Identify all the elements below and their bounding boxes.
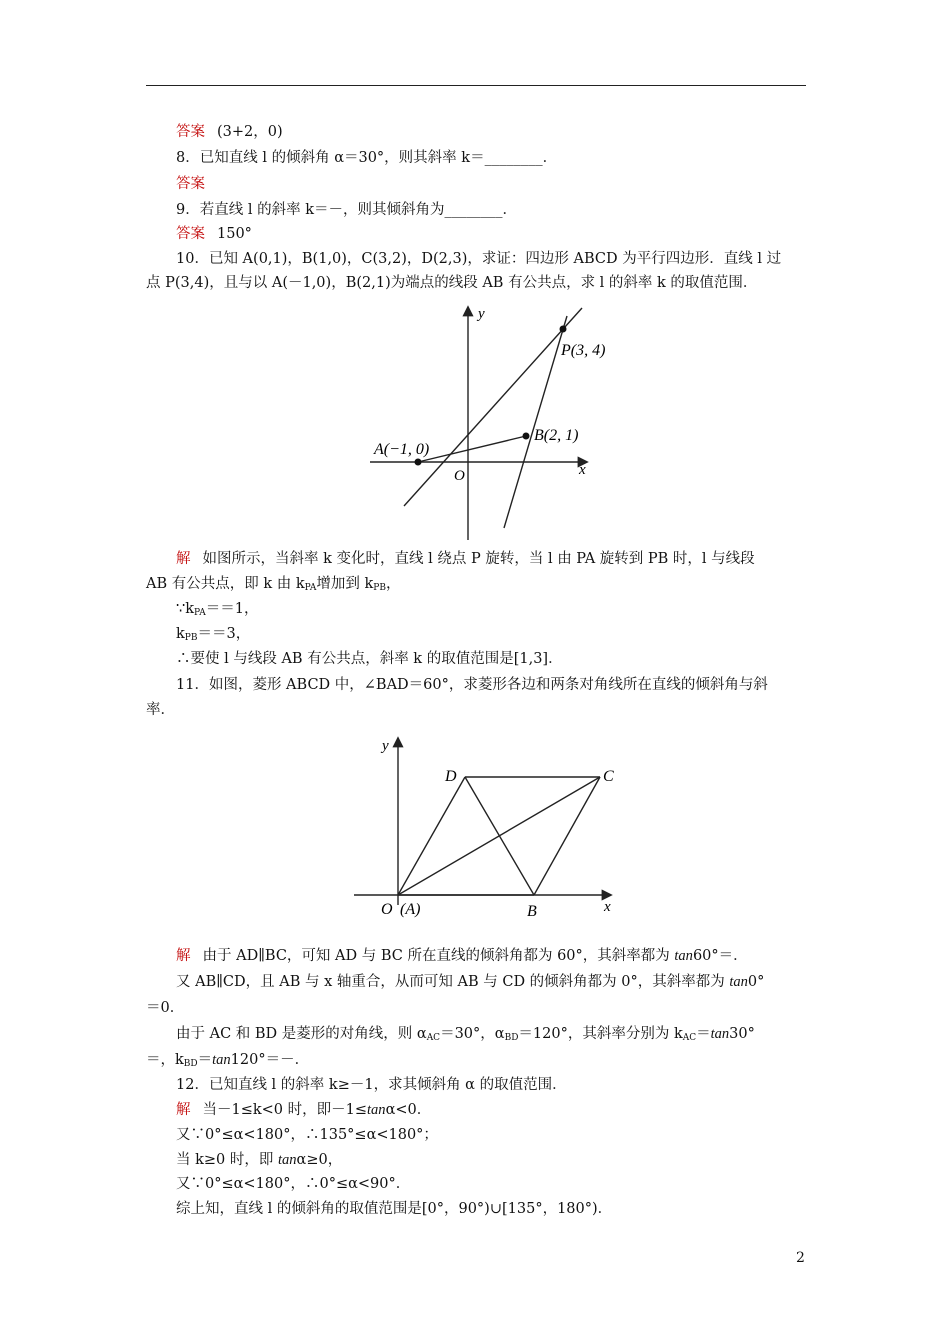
segment-AB	[418, 436, 526, 462]
text: ＝30°，α	[440, 1026, 505, 1042]
text: ＝	[696, 1026, 711, 1042]
x-axis-label: x	[579, 462, 586, 478]
diagonal-BD	[465, 777, 534, 895]
q10-question-line-1: 10．已知 A(0,1)，B(1,0)，C(3,2)，D(2,3)，求证：四边形 ABCD 为平行四边形．直线 l 过	[176, 251, 782, 267]
q10-solution-line-2	[146, 574, 400, 598]
label-A: (A)	[400, 901, 421, 918]
q12-solution-line-2: 又∵0°≤α<180°，∴135°≤α<180°；	[176, 1127, 438, 1143]
q10-solution-line-5: ∴要使 l 与线段 AB 有公共点，斜率 k 的取值范围是[1,3]．	[176, 651, 563, 667]
q10-solution-line-3	[176, 599, 258, 623]
x-axis-label: x	[604, 899, 611, 915]
line-PB	[504, 316, 567, 528]
y-axis-label: y	[382, 738, 389, 754]
subscript: AC	[682, 1033, 697, 1043]
label-A: A(−1, 0)	[374, 441, 430, 458]
subscript: PA	[194, 608, 206, 618]
q12-solution-line-3	[176, 1150, 342, 1170]
q11-solution-line-2	[176, 972, 764, 992]
point-A	[415, 459, 422, 466]
text: ＝＝3，	[197, 626, 251, 642]
tan-function: tan	[212, 1052, 231, 1068]
page-number: 2	[796, 1250, 805, 1266]
text: 30°	[729, 1026, 755, 1042]
answer-label: 答案	[176, 124, 205, 140]
q11-solution-line-4	[176, 1024, 755, 1048]
label-B: B(2, 1)	[534, 427, 579, 444]
q11-solution-line-3: ＝0．	[146, 1000, 185, 1016]
text: AB 有公共点，即 k 由 k	[146, 576, 305, 592]
q11-question-line-2: 率．	[146, 702, 175, 718]
q12-question: 12．已知直线 l 的斜率 k≥－1，求其倾斜角 α 的取值范围．	[176, 1077, 567, 1093]
q10-question-line-2: 点 P(3,4)，且与以 A(－1,0)，B(2,1)为端点的线段 AB 有公共点，求 l 的斜率 k 的取值范围．	[146, 275, 758, 291]
q12-solution-line-4: 又∵0°≤α<180°，∴0°≤α<90°．	[176, 1176, 411, 1192]
q9-question: 9．若直线 l 的斜率 k＝－，则其倾斜角为________．	[176, 202, 517, 218]
label-D: D	[445, 768, 457, 785]
label-C: C	[603, 768, 614, 785]
q12-solution-line-1	[176, 1100, 431, 1120]
tan-function: tan	[674, 948, 693, 964]
tan-function: tan	[367, 1102, 386, 1118]
solution-label: 解	[176, 551, 191, 567]
subscript: PB	[184, 633, 198, 643]
answer-label: 答案	[176, 226, 205, 242]
q7-answer-line	[176, 122, 283, 142]
tan-function: tan	[729, 974, 748, 990]
origin-label: O	[381, 901, 393, 918]
text: ＝＝1，	[205, 601, 259, 617]
subscript: BD	[183, 1059, 198, 1069]
subscript: AC	[426, 1033, 441, 1043]
text: α≥0，	[296, 1152, 343, 1168]
answer-label: 答案	[176, 176, 205, 192]
side-AD	[398, 777, 465, 895]
q11-solution-line-5	[146, 1050, 309, 1074]
text: 0°	[747, 974, 765, 990]
answer-value: (3+2，0)	[217, 124, 283, 140]
q11-question-line-1: 11．如图，菱形 ABCD 中，∠BAD＝60°，求菱形各边和两条对角线所在直线的倾斜角与斜	[176, 677, 768, 693]
answer-value: 150°	[217, 226, 252, 242]
text: k	[176, 626, 185, 642]
text: 当 k≥0 时，即	[176, 1152, 278, 1168]
tan-function: tan	[710, 1026, 730, 1042]
point-B	[523, 433, 530, 440]
y-axis-label: y	[478, 306, 485, 322]
q11-figure	[350, 733, 620, 928]
point-P	[560, 326, 567, 333]
q10-figure	[360, 302, 606, 544]
q9-answer-line	[176, 224, 252, 244]
text: 增加到 k	[316, 576, 374, 592]
q8-question: 8．已知直线 l 的倾斜角 α＝30°，则其斜率 k＝________．	[176, 150, 558, 166]
subscript: PA	[304, 583, 317, 593]
side-BC	[534, 777, 600, 895]
q11-solution-line-1	[176, 946, 748, 966]
subscript: PB	[373, 583, 386, 593]
origin-label: O	[454, 468, 465, 484]
q12-solution-line-5: 综上知，直线 l 的倾斜角的取值范围是[0°，90°)∪[135°，180°)．	[176, 1201, 613, 1217]
solution-label: 解	[176, 1102, 191, 1118]
text: ，	[385, 576, 401, 592]
label-P: P(3, 4)	[561, 342, 606, 359]
label-B: B	[527, 903, 537, 920]
text: ＝，k	[146, 1052, 184, 1068]
solution-text: 如图所示，当斜率 k 变化时，直线 l 绕点 P 旋转，当 l 由 PA 旋转到 PB 时，l 与线段	[202, 551, 755, 567]
text: ∵k	[176, 601, 195, 617]
text: α<0．	[385, 1102, 432, 1118]
text: 又 AB∥CD，且 AB 与 x 轴重合，从而可知 AB 与 CD 的倾斜角都为 0°，其斜率都为	[176, 974, 730, 990]
subscript: BD	[504, 1033, 519, 1043]
text: 120°＝－．	[230, 1052, 310, 1068]
text: ＝120°，其斜率分别为 k	[518, 1026, 683, 1042]
line-PA	[404, 308, 582, 506]
header-rule	[146, 85, 806, 86]
text: 由于 AD∥BC，可知 AD 与 BC 所在直线的倾斜角都为 60°，其斜率都为	[202, 948, 675, 964]
solution-label: 解	[176, 948, 191, 964]
q10-solution-line-1	[176, 549, 755, 569]
text: 当－1≤k<0 时，即－1≤	[202, 1102, 368, 1118]
text: 由于 AC 和 BD 是菱形的对角线，则 α	[176, 1026, 427, 1042]
q10-solution-line-4	[176, 624, 250, 648]
text: 60°＝．	[692, 948, 748, 964]
text: ＝	[197, 1052, 213, 1068]
q8-answer-line	[176, 174, 205, 194]
tan-function: tan	[278, 1152, 297, 1168]
